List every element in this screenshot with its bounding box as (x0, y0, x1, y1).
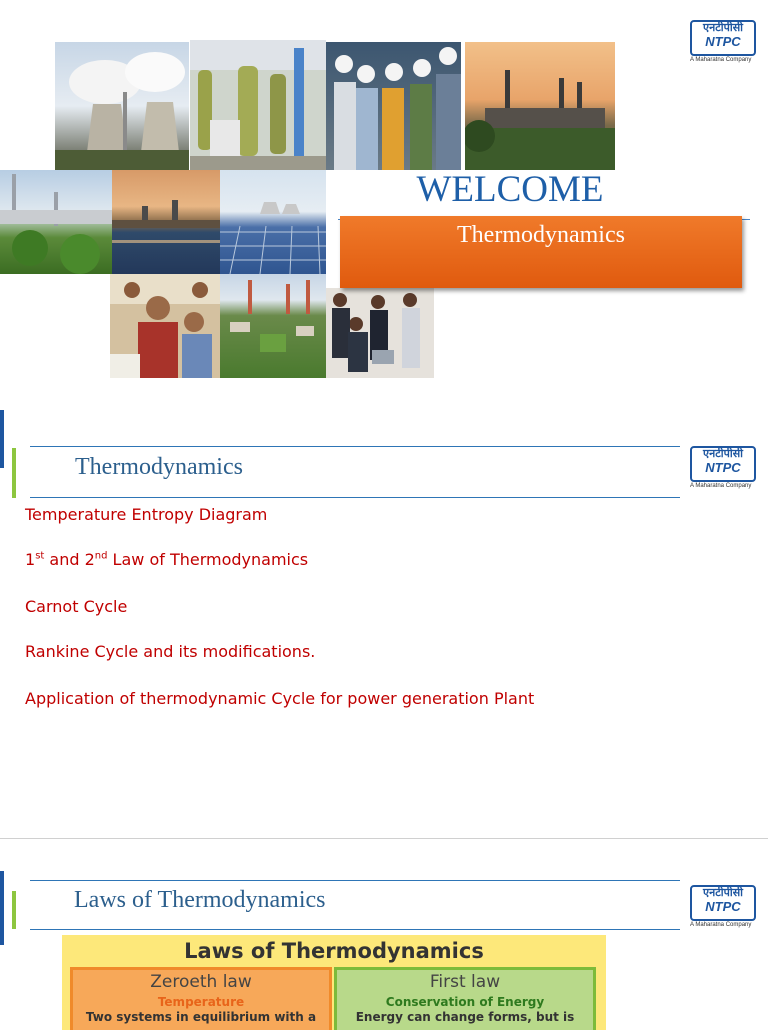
title-rule-bottom (30, 929, 680, 930)
logo-name: NTPC (705, 460, 741, 475)
solar-panels-photo (220, 170, 326, 274)
logo-hindi-text: एनटीपीसी (703, 21, 743, 34)
slide-title: Laws of Thermodynamics (74, 887, 326, 913)
topic-superscript: st (35, 550, 45, 562)
slide-title: Thermodynamics (75, 454, 243, 480)
ntpc-logo (690, 885, 758, 933)
office-team-photo (326, 288, 434, 378)
lake-plant-photo (112, 170, 220, 274)
logo-tagline: A Maharatna Company (690, 922, 752, 928)
law-subtitle: Conservation of Energy (385, 995, 545, 1009)
title-rule-top (30, 446, 680, 447)
law-subtitle: Temperature (157, 995, 245, 1009)
zeroeth-law-card (70, 967, 332, 1030)
ntpc-logo (690, 20, 758, 68)
law-description: Energy can change forms, but is (355, 1010, 575, 1024)
topic-text: and 2 (44, 550, 95, 569)
laws-heading: Laws of Thermodynamics (184, 939, 484, 963)
topics-slide (0, 410, 768, 838)
law-description: Two systems in equilibrium with a (85, 1010, 317, 1024)
green-plant-illustration (0, 170, 112, 274)
accent-bar-blue (0, 871, 4, 945)
law-name: First law (429, 972, 501, 992)
engineers-group-photo (326, 42, 461, 170)
welcome-slide (0, 0, 768, 400)
accent-bar-green (12, 448, 16, 498)
logo-name: NTPC (705, 34, 741, 49)
cooling-towers-photo (55, 42, 189, 170)
laws-infographic (62, 935, 606, 1030)
laws-slide (0, 838, 768, 1025)
subtitle-text: Thermodynamics (457, 222, 625, 248)
logo-hindi-text: एनटीपीसी (703, 886, 743, 899)
topic-text: Law of Thermodynamics (107, 550, 309, 569)
topic-item: Application of thermodynamic Cycle for power generation Plant (25, 689, 535, 708)
accent-bar-green (12, 891, 16, 929)
subtitle-banner (340, 216, 742, 288)
lake-plant-illustration (112, 170, 220, 274)
topic-superscript: nd (94, 550, 108, 562)
first-law-card (334, 967, 596, 1030)
topic-item: Temperature Entropy Diagram (25, 505, 268, 524)
title-rule-top (30, 880, 680, 881)
topic-text: 1 (25, 550, 36, 569)
power-plant-sunset-photo (465, 42, 615, 170)
law-name: Zeroeth law (150, 972, 252, 992)
logo-hindi-text: एनटीपीसी (703, 447, 743, 460)
topic-item: Carnot Cycle (25, 597, 128, 616)
welcome-title: WELCOME (416, 169, 604, 210)
township-aerial-photo (220, 274, 326, 378)
topic-item: Rankine Cycle and its modifications. (25, 642, 316, 661)
water-treatment-photo (190, 40, 326, 170)
green-plant-photo (0, 170, 112, 274)
filter-vessels-illustration (190, 40, 326, 170)
title-rule-bottom (30, 497, 680, 498)
office-team-illustration (326, 288, 434, 378)
township-illustration (220, 274, 326, 378)
engineers-illustration (326, 42, 461, 170)
topic-item (25, 550, 308, 569)
accent-bar-blue (0, 410, 4, 468)
logo-tagline: A Maharatna Company (690, 57, 752, 63)
ntpc-logo (690, 446, 758, 494)
teacher-children-photo (110, 274, 220, 378)
teacher-children-illustration (110, 274, 220, 378)
cooling-towers-illustration (55, 42, 189, 170)
power-plant-illustration (465, 42, 615, 170)
logo-name: NTPC (705, 899, 741, 914)
logo-tagline: A Maharatna Company (690, 483, 752, 489)
solar-panels-illustration (220, 170, 326, 274)
